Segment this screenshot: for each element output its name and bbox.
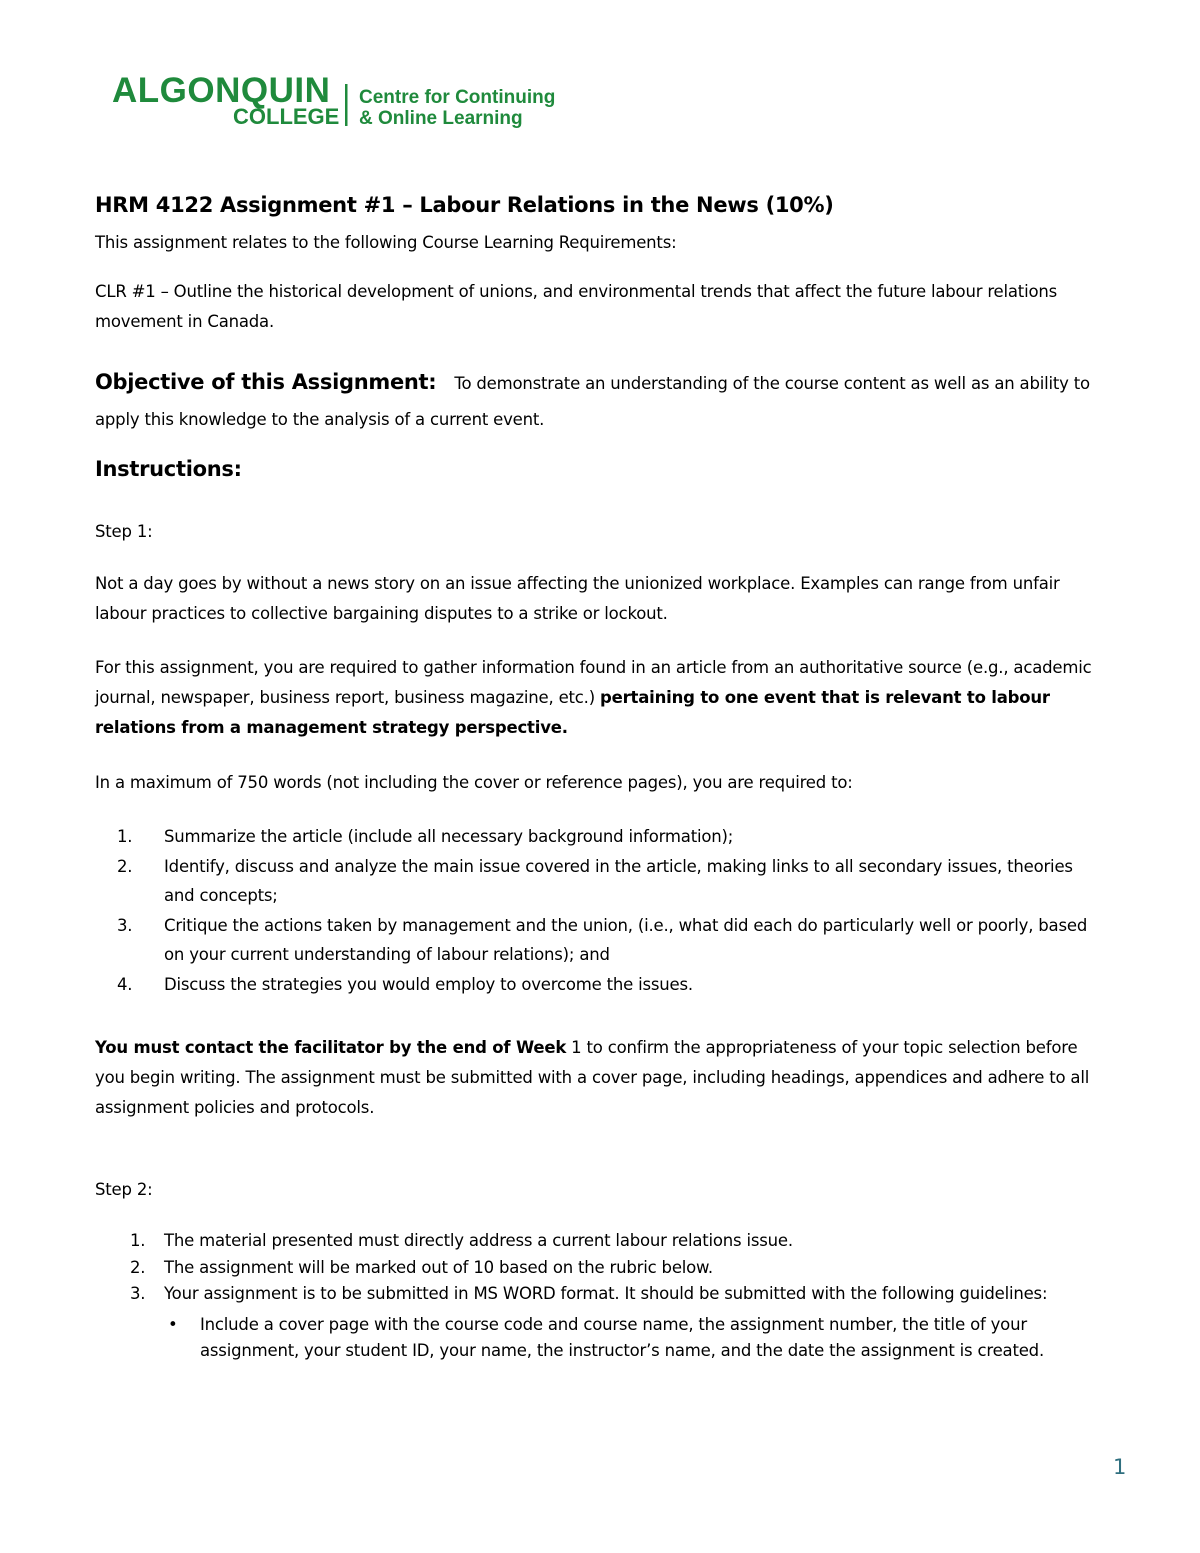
step2-guidelines-list [130,1228,1110,1365]
list-item-text: Summarize the article (include all necessary background information); [164,827,734,846]
bullet-icon: • [168,1314,178,1334]
step1-paragraph-3: In a maximum of 750 words (not including the cover or reference pages), you are required to: [95,773,853,792]
logo-graphic [112,70,582,130]
bullet-item-text: Include a cover page with the course code and course name, the assignment number, the title of your assignment, your student ID, your name, the instructor’s name, and the date the assignment is created. [200,1314,1044,1360]
list-item [117,911,1107,970]
list-item-text: Identify, discuss and analyze the main issue covered in the article, making links to all secondary issues, theories and concepts; [164,856,1073,905]
list-item-text: Your assignment is to be submitted in MS WORD format. It should be submitted with the following guidelines: [164,1284,1048,1303]
step1-paragraph-1: Not a day goes by without a news story on an issue affecting the unionized workplace. Examples can range from unfair labour practices to collective bargaining disputes to a strike or lockout. [95,574,1060,623]
list-item-text: The assignment will be marked out of 10 based on the rubric below. [164,1257,713,1277]
logo-tagline-line1: Centre for Continuing [359,87,556,108]
step1-requirements-list [117,822,1107,999]
list-item-text: Critique the actions taken by management and the union, (i.e., what did each do particularly well or poorly, based on your current understanding of labour relations); and [164,915,1088,964]
list-item [130,1228,1110,1255]
college-logo [112,70,582,130]
step1-paragraph-2-text: For this assignment, you are required to gather information found in an article from an authoritative source (e.g., academic journal, newspaper, business report, business magazine, etc.) [95,658,1092,707]
list-number: 3. [130,1284,146,1303]
logo-tagline-line2: & Online Learning [359,108,523,129]
step1-label: Step 1: [95,522,153,541]
list-number: 3. [117,915,133,935]
list-item [117,970,1107,1000]
objective-heading: Objective of this Assignment: [95,370,437,394]
list-number: 1. [117,827,133,846]
contact-facilitator-text: 1 to confirm the appropriateness of your topic selection before you begin writing. The assignment must be submitted with a cover page, including headings, appendices and adhere to all assignment policies and protocols. [95,1038,1090,1117]
objective-text: To demonstrate an understanding of the course content as well as an ability to apply this knowledge to the analysis of a current event. [95,374,1090,429]
list-item [130,1281,1110,1365]
step1-paragraph-2 [95,653,1110,743]
contact-facilitator-emphasis: You must contact the facilitator by the end of Week [95,1038,567,1057]
list-number: 1. [130,1231,146,1250]
clr-intro: This assignment relates to the following Course Learning Requirements: [95,233,677,252]
list-number: 4. [117,974,133,994]
list-number: 2. [130,1257,146,1277]
instructions-heading: Instructions: [95,457,242,481]
cover-page-bullets [164,1312,1110,1365]
list-item-text: Discuss the strategies you would employ to overcome the issues. [164,974,693,994]
list-item [117,822,1107,852]
step2-label: Step 2: [95,1180,153,1199]
objective-paragraph [95,364,1110,438]
logo-wordmark-top: ALGONQUIN [112,71,331,110]
list-item-text: The material presented must directly address a current labour relations issue. [164,1231,793,1250]
logo-divider [345,84,348,126]
list-number: 2. [117,856,133,876]
page-number: 1 [1113,1455,1127,1479]
logo-wordmark-bottom: COLLEGE [233,104,340,129]
list-item [117,852,1107,911]
bullet-item [164,1312,1110,1365]
contact-facilitator-paragraph [95,1033,1110,1123]
step1-paragraph-2-emphasis: pertaining to one event that is relevant to labour relations from a management strategy perspective. [95,688,1050,737]
assignment-title: HRM 4122 Assignment #1 – Labour Relations in the News (10%) [95,193,834,217]
list-item [130,1255,1110,1282]
clr-1-text: CLR #1 – Outline the historical development of unions, and environmental trends that affect the future labour relations movement in Canada. [95,282,1058,331]
